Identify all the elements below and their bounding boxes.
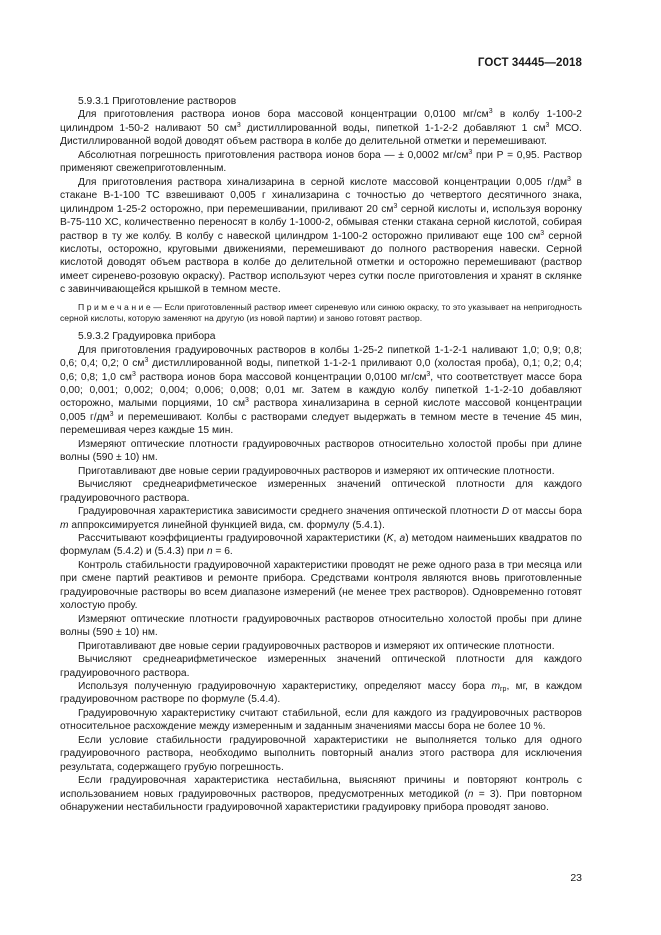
paragraph: Градуировочную характеристику считают стабильной, если для каждого из градуировочных растворов относительное расхождение между измеренным и заданным значениями массы бора не более 10 %.	[60, 707, 582, 733]
doc-code-header: ГОСТ 34445—2018	[477, 57, 582, 69]
paragraph: Контроль стабильности градуировочной характеристики проводят не реже одного раза в три месяца или при смене партий реактивов и ремонте прибора. Средствами контроля являются вновь приготовленные градуировочные растворы во всем диапазоне измерений (не менее трех растворов). Одновременно готовят холостую пробу.	[60, 559, 582, 612]
document-body	[60, 95, 582, 815]
paragraph: Для приготовления градуировочных растворов в колбы 1-25-2 пипеткой 1-1-2-1 наливают 1,0; 0,9; 0,8; 0,6; 0,4; 0,2; 0 $см^3$ дистиллированной воды, пипеткой 1-1-2-1 приливают 0,0 (холостая проба), 0,1; 0,2; 0,4; 0,6; 0,8; 1,0 $см^3$ раствора ионов бора массовой концентрации 0,0100 $мг/см^3$, что соответствует массе бора 0,00; 0,001; 0,002; 0,004; 0,006; 0,008; 0,01 мг. Затем в каждую колбу пипеткой 1-1-2-10 добавляют осторожно, малыми порциями, 10 $см^3$ раствора хинализарина в серной кислоте массовой концентрации 0,005 $г/дм^3$ и перемешивают. Колбы с растворами следует выдержать в темном месте в течение 45 мин, перемешивая через каждые 15 мин.	[60, 344, 583, 437]
paragraph: Используя полученную градуировочную характеристику, определяют массу бора $m_{гр}$, мг, в каждом градуировочном растворе по формуле (5.4.4).	[60, 680, 583, 706]
paragraph: Измеряют оптические плотности градуировочных растворов относительно холостой пробы при длине волны (590 ± 10) нм.	[60, 438, 582, 464]
note-text: — Если приготовленный раствор имеет сиреневую или синюю окраску, то это указывает на непригодность серной кислоты, которую заменяют на другую (из новой партии) и заново готовят раствор.	[60, 301, 583, 323]
paragraph: Измеряют оптические плотности градуировочных растворов относительно холостой пробы при длине волны (590 ± 10) нм.	[60, 613, 582, 639]
note-label: П р и м е ч а н и е	[78, 301, 151, 312]
section-heading-5-9-3-1: 5.9.3.1 Приготовление растворов	[78, 96, 237, 107]
paragraph: Приготавливают две новые серии градуировочных растворов и измеряют их оптические плотности.	[78, 640, 555, 652]
paragraph: Для приготовления раствора ионов бора массовой концентрации 0,0100 $мг/см^3$ в колбу 1-100-2 цилиндром 1-50-2 наливают 50 $см^3$ дистиллированной воды, пипеткой 1-1-2-2 добавляют 1 $см^3$ МСО. Дистиллированной водой доводят объем раствора в колбе до делительной отметки и перемешивают.	[60, 108, 582, 148]
paragraph: Вычисляют среднеарифметическое измеренных значений оптической плотности для каждого градуировочного раствора.	[60, 479, 582, 504]
paragraph: Вычисляют среднеарифметическое измеренных значений оптической плотности для каждого градуировочного раствора.	[60, 654, 582, 679]
note	[60, 302, 582, 324]
paragraph: Рассчитывают коэффициенты градуировочной характеристики (K, a) методом наименьших квадратов по формулам (5.4.2) и (5.4.3) при n = 6.	[60, 533, 582, 558]
paragraph: Для приготовления раствора хинализарина в серной кислоте массовой концентрации 0,005 $г/дм^3$ в стакане В-1-100 ТС взвешивают 0,005 г хинализарина с точностью до четвертого десятичного знака, цилиндром 1-25-2 осторожно, при перемешивании, приливают 20 $см^3$ серной кислоты и, используя воронку В-75-110 ХС, количественно переносят в колбу 1-1000-2, обмывая стенки стакана серной кислотой, собирая раствор в ту же колбу. В колбу с навеской цилиндром 1-100-2 осторожно приливают еще 100 $см^3$ серной кислоты, осторожно, круговыми движениями, перемешивают до полного растворения навески. Серной кислотой доводят объем раствора в колбе до делительной отметки и осторожно перемешивают (раствор имеет сиренево-розовую окраску). Раствор используют через сутки после приготовления и хранят в склянке с завинчивающейся крышкой в темном месте.	[60, 175, 582, 296]
paragraph: Если градуировочная характеристика нестабильна, выясняют причины и повторяют контроль с использованием новых градуировочных растворов, предусмотренных методикой (n = 3). При повторном обнаружении нестабильности градуировочной характеристики градуировку прибора проводят заново.	[60, 775, 582, 814]
section-heading-5-9-3-2: 5.9.3.2 Градуировка прибора	[78, 331, 216, 343]
paragraph: Абсолютная погрешность приготовления раствора ионов бора — ± 0,0002 $мг/см^3$ при Р = 0,95. Раствор применяют свежеприготовленным.	[60, 148, 582, 175]
page-number: 23	[570, 872, 582, 884]
paragraph: Если условие стабильности градуировочной характеристики не выполняется только для одного градуировочного раствора, необходимо выполнить повторный анализ этого раствора для исключения результата, содержащего грубую погрешность.	[60, 734, 582, 773]
paragraph: Приготавливают две новые серии градуировочных растворов и измеряют их оптические плотности.	[78, 465, 555, 477]
paragraph: Градуировочная характеристика зависимости среднего значения оптической плотности D от массы бора m аппроксимируется линейной функцией вида, см. формулу (5.4.1).	[60, 506, 582, 531]
